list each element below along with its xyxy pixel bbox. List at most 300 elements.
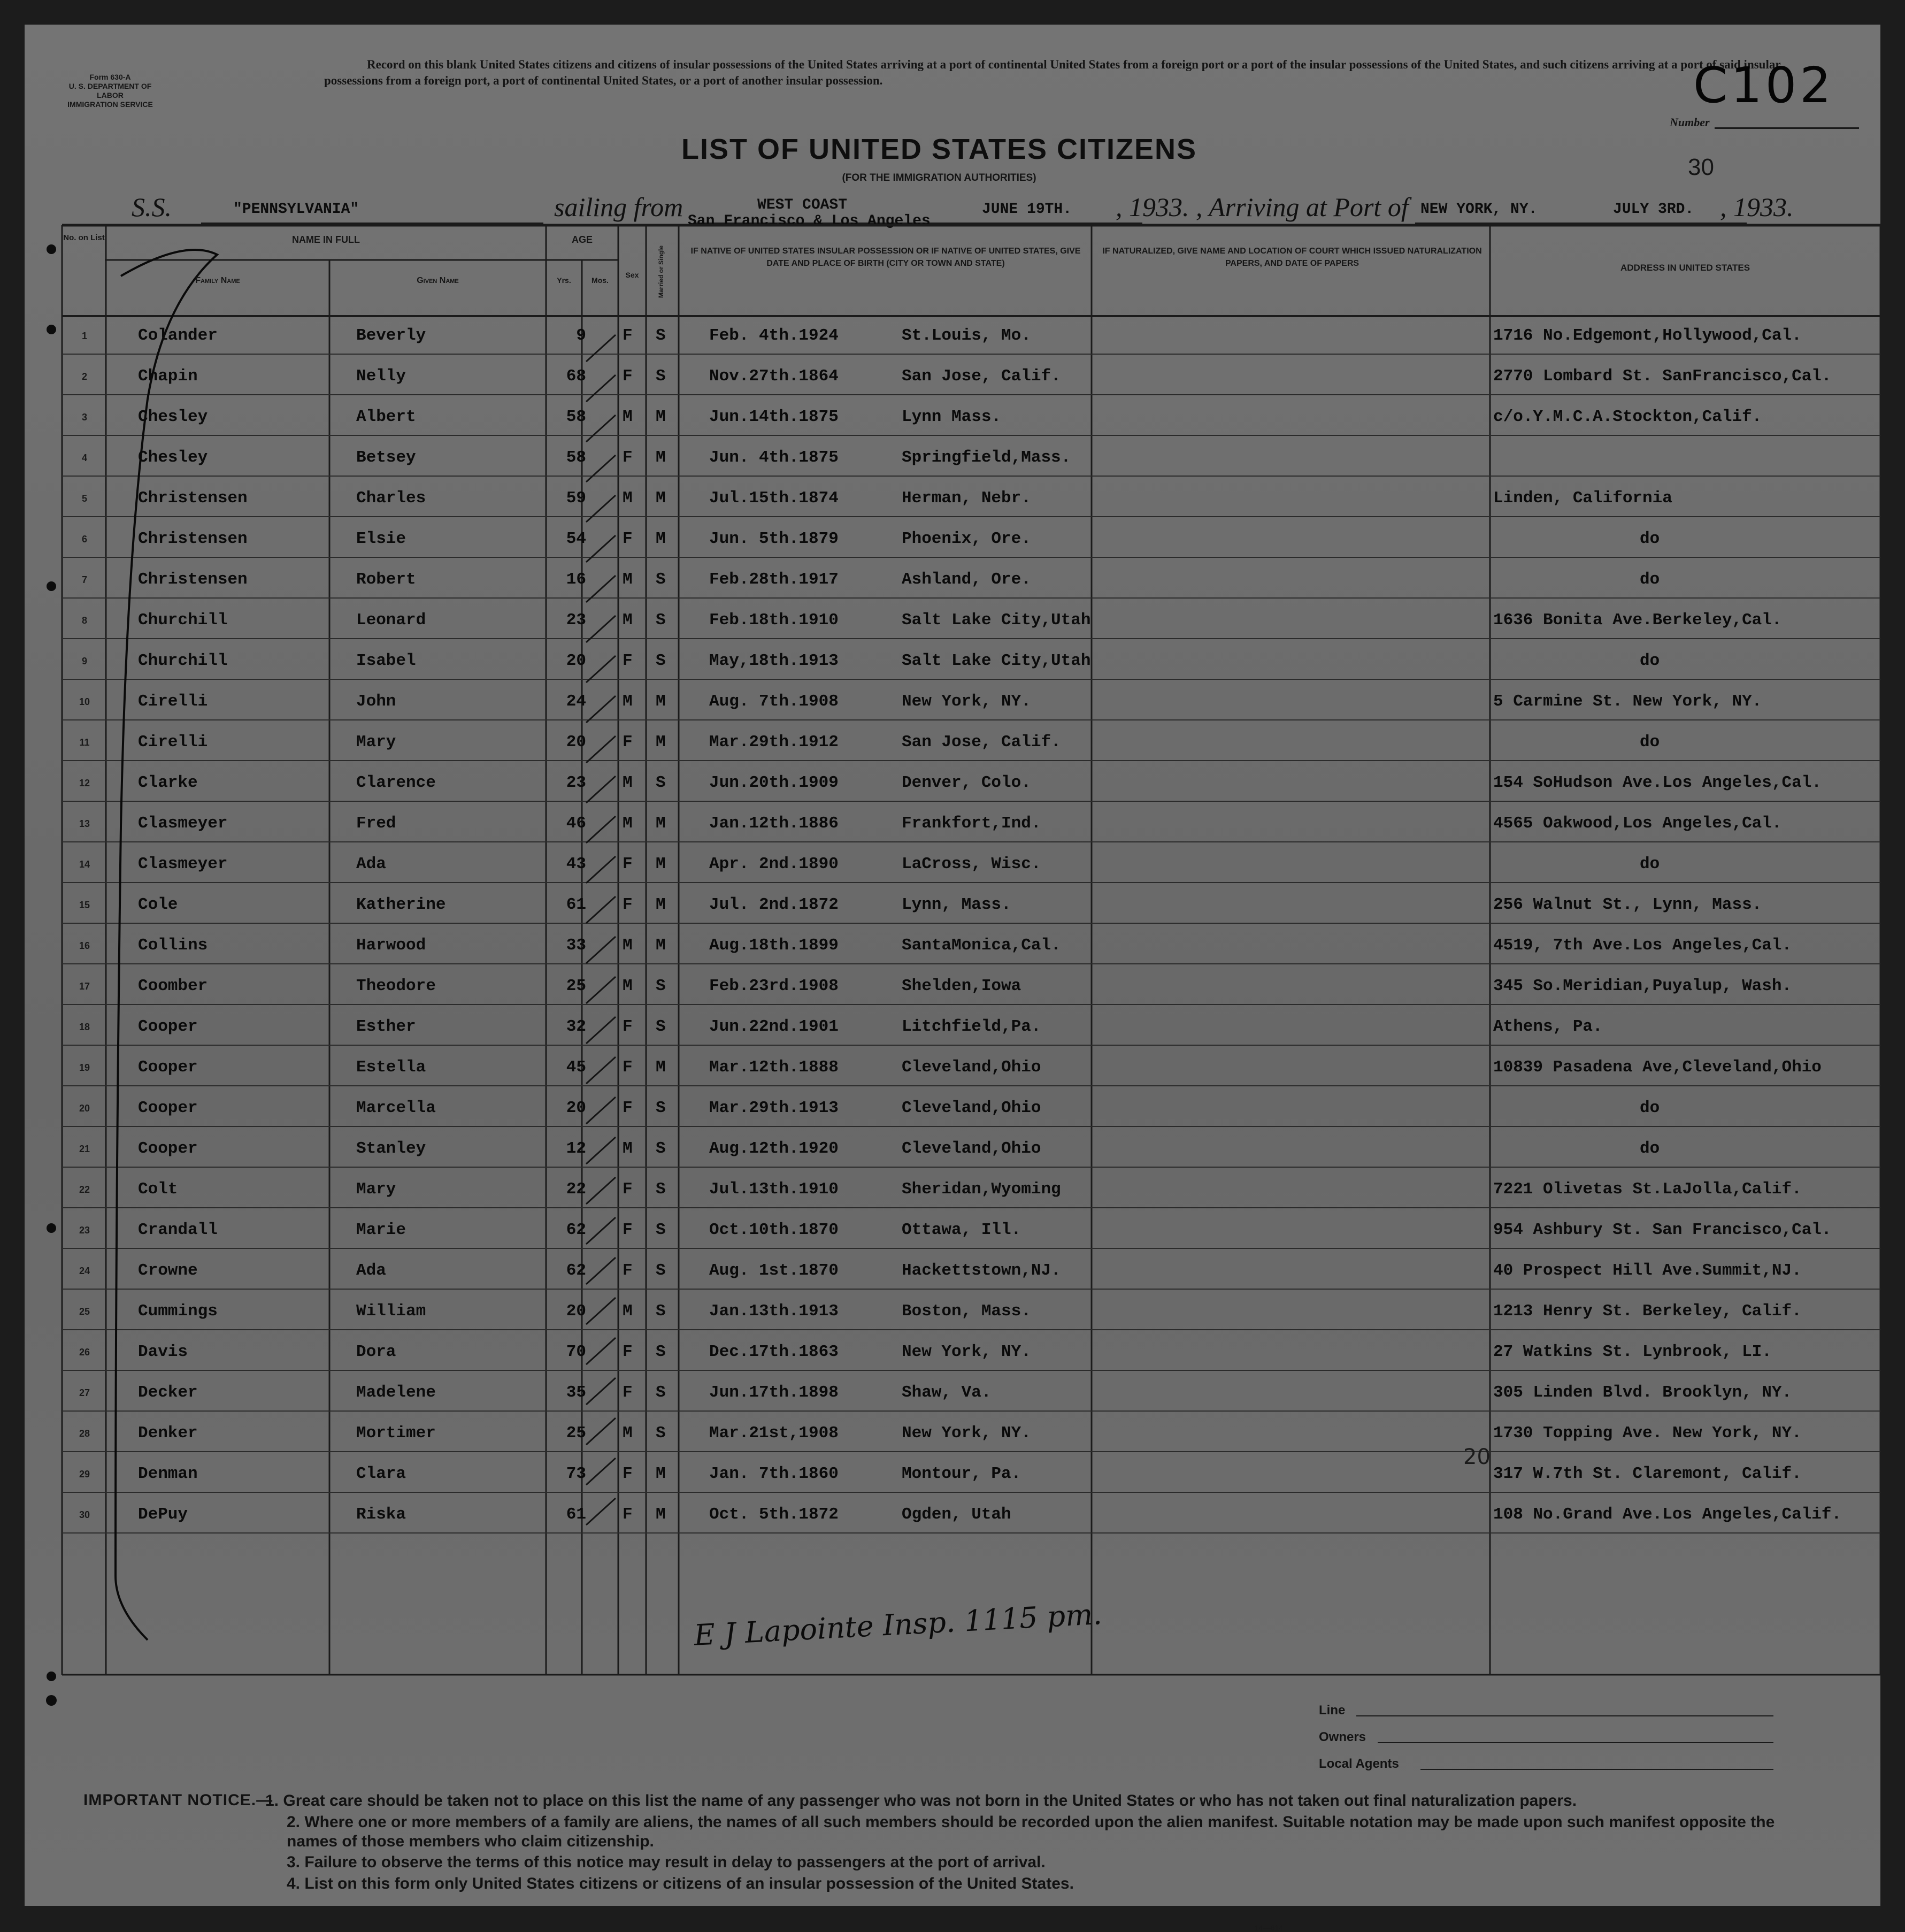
age-years: 61 bbox=[566, 1505, 586, 1524]
marital-status: S bbox=[656, 611, 666, 630]
given-name: Clarence bbox=[356, 773, 436, 792]
row-number: 11 bbox=[79, 737, 90, 748]
inspector-signature: E J Lapointe Insp. 1115 pm. bbox=[693, 1597, 1103, 1652]
address: 108 No.Grand Ave.Los Angeles,Calif. bbox=[1493, 1505, 1842, 1524]
col-header-age: AGE bbox=[571, 234, 593, 245]
sex: F bbox=[623, 1261, 633, 1280]
given-name: Leonard bbox=[356, 611, 426, 630]
marital-status: S bbox=[656, 1261, 666, 1280]
age-years: 24 bbox=[566, 692, 586, 711]
age-years: 25 bbox=[566, 977, 586, 995]
ship-name: "PENNSYLVANIA" bbox=[233, 201, 359, 218]
sex: F bbox=[623, 530, 633, 548]
marital-status: M bbox=[656, 895, 666, 914]
row-number: 5 bbox=[81, 493, 87, 504]
notice-title: IMPORTANT NOTICE.— bbox=[83, 1791, 273, 1809]
sheet-number: 30 bbox=[1688, 154, 1714, 180]
sex: M bbox=[623, 489, 633, 508]
marital-status: S bbox=[656, 1180, 666, 1199]
family-name: Chesley bbox=[138, 408, 208, 426]
page-title: LIST OF UNITED STATES CITIZENS bbox=[681, 133, 1197, 165]
sex: F bbox=[623, 326, 633, 345]
birth-date: Jun.22nd.1901 bbox=[709, 1017, 839, 1036]
row-number: 2 bbox=[81, 371, 87, 382]
col-header-address: ADDRESS IN UNITED STATES bbox=[1620, 263, 1750, 273]
notice-item-1: 1. Great care should be taken not to place on this list the name of any passenger who was not born in the United States or who has not taken out final naturalization papers. bbox=[265, 1792, 1577, 1810]
sex: F bbox=[623, 1017, 633, 1036]
marital-status: S bbox=[656, 1139, 666, 1158]
birth-place: St.Louis, Mo. bbox=[902, 326, 1031, 345]
birth-place: Boston, Mass. bbox=[902, 1302, 1031, 1321]
age-years: 62 bbox=[566, 1261, 586, 1280]
age-years: 58 bbox=[566, 448, 586, 467]
row-number: 29 bbox=[79, 1469, 90, 1479]
given-name: Harwood bbox=[356, 936, 426, 955]
family-name: Clasmeyer bbox=[138, 814, 228, 833]
family-name: Christensen bbox=[138, 489, 248, 508]
birth-place: LaCross, Wisc. bbox=[902, 855, 1041, 873]
sex: M bbox=[623, 936, 633, 955]
age-years: 9 bbox=[576, 326, 586, 345]
marital-status: S bbox=[656, 977, 666, 995]
row-number: 9 bbox=[81, 656, 87, 666]
sex: F bbox=[623, 1099, 633, 1117]
address: 2770 Lombard St. SanFrancisco,Cal. bbox=[1493, 367, 1832, 386]
address: 10839 Pasadena Ave,Cleveland,Ohio bbox=[1493, 1058, 1822, 1077]
sex: M bbox=[623, 1302, 633, 1321]
instructions-text: Record on this blank United States citizens and citizens of insular possessions of the United States arriving at a port of continental United States from a foreign port or a port of the insular possessions of the United States, and such citizens arriving at a port of said insular possessions from a foreign port, a port of continental United States, or a port of another insular possession. bbox=[324, 58, 1781, 87]
age-years: 20 bbox=[566, 1302, 586, 1321]
age-years: 54 bbox=[566, 530, 586, 548]
row-number: 24 bbox=[79, 1266, 90, 1276]
birth-place: Sheridan,Wyoming bbox=[902, 1180, 1061, 1199]
birth-place: Ashland, Ore. bbox=[902, 570, 1031, 589]
line-label: Line bbox=[1319, 1703, 1346, 1718]
marital-status: S bbox=[656, 1099, 666, 1117]
address: 5 Carmine St. New York, NY. bbox=[1493, 692, 1762, 711]
address: 305 Linden Blvd. Brooklyn, NY. bbox=[1493, 1383, 1792, 1402]
age-years: 58 bbox=[566, 408, 586, 426]
age-years: 43 bbox=[566, 855, 586, 873]
address: 4565 Oakwood,Los Angeles,Cal. bbox=[1493, 814, 1782, 833]
family-name: Clasmeyer bbox=[138, 855, 228, 873]
age-years: 23 bbox=[566, 773, 586, 792]
given-name: Isabel bbox=[356, 651, 416, 670]
sail-date: JUNE 19TH. bbox=[982, 201, 1072, 218]
col-header-married: Married or Single bbox=[657, 245, 665, 298]
address: 1716 No.Edgemont,Hollywood,Cal. bbox=[1493, 326, 1802, 345]
age-years: 20 bbox=[566, 651, 586, 670]
col-header-given: Given Name bbox=[417, 276, 459, 285]
family-name: Cooper bbox=[138, 1099, 198, 1117]
birth-place: New York, NY. bbox=[902, 692, 1031, 711]
number-label: Number bbox=[1670, 116, 1710, 129]
birth-date: Jun. 5th.1879 bbox=[709, 530, 839, 548]
family-name: Colander bbox=[138, 326, 218, 345]
given-name: Katherine bbox=[356, 895, 446, 914]
birth-place: San Jose, Calif. bbox=[902, 733, 1061, 752]
row-number: 30 bbox=[79, 1509, 90, 1520]
marital-status: S bbox=[656, 1221, 666, 1239]
sex: M bbox=[623, 1139, 633, 1158]
address: do bbox=[1640, 855, 1660, 873]
family-name: DePuy bbox=[138, 1505, 188, 1524]
given-name: Mortimer bbox=[356, 1424, 436, 1443]
row-number: 22 bbox=[79, 1184, 90, 1195]
sex: F bbox=[623, 367, 633, 386]
marital-status: S bbox=[656, 367, 666, 386]
age-years: 23 bbox=[566, 611, 586, 630]
marital-status: S bbox=[656, 1424, 666, 1443]
birth-place: San Jose, Calif. bbox=[902, 367, 1061, 386]
given-name: Theodore bbox=[356, 977, 436, 995]
print-code: 14—614 bbox=[1255, 1923, 1283, 1932]
owners-label: Owners bbox=[1319, 1730, 1366, 1744]
address: do bbox=[1640, 570, 1660, 589]
row-number: 12 bbox=[79, 778, 90, 788]
family-name: Churchill bbox=[138, 651, 228, 670]
age-years: 73 bbox=[566, 1465, 586, 1483]
service-label: IMMIGRATION SERVICE bbox=[67, 100, 153, 109]
marital-status: S bbox=[656, 651, 666, 670]
sex: F bbox=[623, 1221, 633, 1239]
address: do bbox=[1640, 530, 1660, 548]
from-line2: San Francisco & Los Angeles bbox=[688, 213, 931, 229]
address: 1636 Bonita Ave.Berkeley,Cal. bbox=[1493, 611, 1782, 630]
sex: M bbox=[623, 814, 633, 833]
row-number: 19 bbox=[79, 1062, 90, 1073]
local-agents-label: Local Agents bbox=[1319, 1757, 1399, 1771]
birth-date: Aug. 1st.1870 bbox=[709, 1261, 839, 1280]
birth-date: Feb.28th.1917 bbox=[709, 570, 839, 589]
birth-date: Jun.17th.1898 bbox=[709, 1383, 839, 1402]
birth-place: Denver, Colo. bbox=[902, 773, 1031, 792]
sex: M bbox=[623, 1424, 633, 1443]
col-header-family: Family Name bbox=[195, 276, 240, 285]
address: do bbox=[1640, 1099, 1660, 1117]
given-name: Beverly bbox=[356, 326, 426, 345]
marital-status: S bbox=[656, 1343, 666, 1361]
margin-annotation: 20 bbox=[1463, 1445, 1491, 1469]
sex: F bbox=[623, 651, 633, 670]
age-years: 12 bbox=[566, 1139, 586, 1158]
marital-status: S bbox=[656, 1302, 666, 1321]
family-name: Christensen bbox=[138, 570, 248, 589]
address: 256 Walnut St., Lynn, Mass. bbox=[1493, 895, 1762, 914]
family-name: Cooper bbox=[138, 1058, 198, 1077]
birth-place: Lynn Mass. bbox=[902, 408, 1002, 426]
given-name: Esther bbox=[356, 1017, 416, 1036]
age-years: 46 bbox=[566, 814, 586, 833]
family-name: Denman bbox=[138, 1465, 198, 1483]
birth-date: Mar.12th.1888 bbox=[709, 1058, 839, 1077]
row-number: 25 bbox=[79, 1306, 90, 1317]
address: do bbox=[1640, 651, 1660, 670]
given-name: Charles bbox=[356, 489, 426, 508]
birth-date: Jun.14th.1875 bbox=[709, 408, 839, 426]
family-name: Denker bbox=[138, 1424, 198, 1443]
birth-date: Aug. 7th.1908 bbox=[709, 692, 839, 711]
marital-status: S bbox=[656, 1383, 666, 1402]
given-name: Marcella bbox=[356, 1099, 436, 1117]
marital-status: M bbox=[656, 1058, 666, 1077]
sex: F bbox=[623, 855, 633, 873]
birth-place: Herman, Nebr. bbox=[902, 489, 1031, 508]
family-name: Chapin bbox=[138, 367, 198, 386]
family-name: Colt bbox=[138, 1180, 178, 1199]
marital-status: M bbox=[656, 448, 666, 467]
birth-place: Ottawa, Ill. bbox=[902, 1221, 1021, 1239]
notice-item-2: 2. Where one or more members of a family are aliens, the names of all such members should be recorded upon the alien manifest. Suitable notation may be made upon such manifest opposite the names of those members who claim citizenship. bbox=[287, 1813, 1775, 1850]
birth-place: Cleveland,Ohio bbox=[902, 1058, 1041, 1077]
birth-place: Springfield,Mass. bbox=[902, 448, 1071, 467]
given-name: Clara bbox=[356, 1465, 406, 1483]
row-number: 28 bbox=[79, 1428, 90, 1439]
birth-date: Apr. 2nd.1890 bbox=[709, 855, 839, 873]
marital-status: S bbox=[656, 773, 666, 792]
given-name: Ada bbox=[356, 855, 386, 873]
given-name: Riska bbox=[356, 1505, 406, 1524]
birth-date: Oct.10th.1870 bbox=[709, 1221, 839, 1239]
arriving-label: , Arriving at Port of bbox=[1196, 192, 1409, 222]
birth-date: Jul. 2nd.1872 bbox=[709, 895, 839, 914]
address: do bbox=[1640, 1139, 1660, 1158]
row-number: 20 bbox=[79, 1103, 90, 1114]
given-name: Betsey bbox=[356, 448, 416, 467]
birth-place: Phoenix, Ore. bbox=[902, 530, 1031, 548]
address: 317 W.7th St. Claremont, Calif. bbox=[1493, 1465, 1802, 1483]
birth-date: Feb. 4th.1924 bbox=[709, 326, 839, 345]
birth-place: Salt Lake City,Utah bbox=[902, 611, 1091, 630]
sex: F bbox=[623, 895, 633, 914]
birth-date: Jan.12th.1886 bbox=[709, 814, 839, 833]
given-name: Dora bbox=[356, 1343, 396, 1361]
row-number: 16 bbox=[79, 940, 90, 951]
birth-date: Feb.18th.1910 bbox=[709, 611, 839, 630]
row-number: 14 bbox=[79, 859, 90, 870]
arrival-port: NEW YORK, NY. bbox=[1420, 201, 1538, 218]
family-name: Cummings bbox=[138, 1302, 218, 1321]
address: 1730 Topping Ave. New York, NY. bbox=[1493, 1424, 1802, 1443]
notice-item-4: 4. List on this form only United States citizens or citizens of an insular possession of the United States. bbox=[287, 1875, 1074, 1892]
row-number: 1 bbox=[81, 331, 87, 341]
family-name: Clarke bbox=[138, 773, 198, 792]
birth-date: Oct. 5th.1872 bbox=[709, 1505, 839, 1524]
birth-place: New York, NY. bbox=[902, 1343, 1031, 1361]
birth-date: Jun. 4th.1875 bbox=[709, 448, 839, 467]
marital-status: S bbox=[656, 1017, 666, 1036]
family-name: Churchill bbox=[138, 611, 228, 630]
row-number: 17 bbox=[79, 981, 90, 992]
birth-date: May,18th.1913 bbox=[709, 651, 839, 670]
marital-status: S bbox=[656, 570, 666, 589]
age-years: 59 bbox=[566, 489, 586, 508]
age-years: 68 bbox=[566, 367, 586, 386]
marital-status: S bbox=[656, 326, 666, 345]
birth-place: Montour, Pa. bbox=[902, 1465, 1021, 1483]
age-years: 22 bbox=[566, 1180, 586, 1199]
row-number: 13 bbox=[79, 818, 90, 829]
sex: F bbox=[623, 1505, 633, 1524]
ss-label: S.S. bbox=[132, 192, 172, 222]
given-name: Estella bbox=[356, 1058, 426, 1077]
col-header-birth: IF NATIVE OF UNITED STATES INSULAR POSSESSION OR IF NATIVE OF UNITED STATES, GIVE DATE AND PLACE OF BIRTH (CITY OR TOWN AND STATE) bbox=[690, 247, 1081, 268]
row-number: 6 bbox=[81, 534, 87, 545]
sex: F bbox=[623, 1343, 633, 1361]
footer-rules bbox=[1356, 1716, 1773, 1769]
age-years: 20 bbox=[566, 1099, 586, 1117]
family-name: Cirelli bbox=[138, 733, 208, 752]
age-years: 45 bbox=[566, 1058, 586, 1077]
marital-status: M bbox=[656, 489, 666, 508]
col-header-sex: Sex bbox=[625, 271, 639, 279]
family-name: Collins bbox=[138, 936, 208, 955]
manifest-sheet bbox=[25, 25, 1880, 1932]
row-number: 3 bbox=[81, 412, 87, 423]
birth-place: Shaw, Va. bbox=[902, 1383, 992, 1402]
age-years: 33 bbox=[566, 936, 586, 955]
marital-status: M bbox=[656, 1465, 666, 1483]
document-number: C102 bbox=[1693, 57, 1834, 114]
col-header-yrs: Yrs. bbox=[557, 276, 571, 285]
family-name: Christensen bbox=[138, 530, 248, 548]
row-number: 26 bbox=[79, 1347, 90, 1358]
address: 1213 Henry St. Berkeley, Calif. bbox=[1493, 1302, 1802, 1321]
birth-place: Shelden,Iowa bbox=[902, 977, 1021, 995]
address: Linden, California bbox=[1493, 489, 1672, 508]
age-tick-marks bbox=[586, 335, 616, 1525]
sex: F bbox=[623, 1465, 633, 1483]
family-name: Cooper bbox=[138, 1139, 198, 1158]
row-number: 21 bbox=[79, 1144, 90, 1154]
marital-status: M bbox=[656, 855, 666, 873]
address: 7221 Olivetas St.LaJolla,Calif. bbox=[1493, 1180, 1802, 1199]
birth-date: Jan. 7th.1860 bbox=[709, 1465, 839, 1483]
address: do bbox=[1640, 733, 1660, 752]
col-header-no: No. on List bbox=[63, 233, 105, 242]
birth-place: Frankfort,Ind. bbox=[902, 814, 1041, 833]
marital-status: M bbox=[656, 936, 666, 955]
birth-place: Cleveland,Ohio bbox=[902, 1099, 1041, 1117]
given-name: Madelene bbox=[356, 1383, 436, 1402]
marital-status: M bbox=[656, 408, 666, 426]
marital-status: M bbox=[656, 733, 666, 752]
form-id-label: Form 630-A bbox=[89, 73, 131, 81]
birth-date: Aug.12th.1920 bbox=[709, 1139, 839, 1158]
address: 27 Watkins St. Lynbrook, LI. bbox=[1493, 1343, 1772, 1361]
marital-status: M bbox=[656, 692, 666, 711]
address: 4519, 7th Ave.Los Angeles,Cal. bbox=[1493, 936, 1792, 955]
birth-date: Mar.29th.1912 bbox=[709, 733, 839, 752]
birth-date: Mar.29th.1913 bbox=[709, 1099, 839, 1117]
sex: M bbox=[623, 773, 633, 792]
given-name: Mary bbox=[356, 1180, 396, 1199]
family-name: Coomber bbox=[138, 977, 208, 995]
page-subtitle: (FOR THE IMMIGRATION AUTHORITIES) bbox=[842, 172, 1036, 183]
age-years: 16 bbox=[566, 570, 586, 589]
row-number: 27 bbox=[79, 1387, 90, 1398]
birth-date: Jan.13th.1913 bbox=[709, 1302, 839, 1321]
birth-date: Mar.21st,1908 bbox=[709, 1424, 839, 1443]
birth-place: Ogden, Utah bbox=[902, 1505, 1011, 1524]
family-name: Davis bbox=[138, 1343, 188, 1361]
family-name: Chesley bbox=[138, 448, 208, 467]
sex: M bbox=[623, 692, 633, 711]
arrival-date: JULY 3RD. bbox=[1613, 201, 1694, 218]
address: 954 Ashbury St. San Francisco,Cal. bbox=[1493, 1221, 1832, 1239]
given-name: Elsie bbox=[356, 530, 406, 548]
given-name: Robert bbox=[356, 570, 416, 589]
age-years: 25 bbox=[566, 1424, 586, 1443]
sex: M bbox=[623, 977, 633, 995]
given-name: Mary bbox=[356, 733, 396, 752]
address: 345 So.Meridian,Puyalup, Wash. bbox=[1493, 977, 1792, 995]
sex: F bbox=[623, 1180, 633, 1199]
given-name: Albert bbox=[356, 408, 416, 426]
col-header-mos: Mos. bbox=[592, 276, 609, 285]
address: 154 SoHudson Ave.Los Angeles,Cal. bbox=[1493, 773, 1822, 792]
birth-place: Lynn, Mass. bbox=[902, 895, 1011, 914]
family-name: Crowne bbox=[138, 1261, 198, 1280]
birth-place: Salt Lake City,Utah bbox=[902, 651, 1091, 670]
given-name: Ada bbox=[356, 1261, 386, 1280]
marital-status: M bbox=[656, 1505, 666, 1524]
col-header-name-in-full: NAME IN FULL bbox=[292, 234, 360, 245]
address: 40 Prospect Hill Ave.Summit,NJ. bbox=[1493, 1261, 1802, 1280]
marital-status: M bbox=[656, 530, 666, 548]
birth-date: Jul.13th.1910 bbox=[709, 1180, 839, 1199]
row-number: 4 bbox=[81, 453, 87, 463]
birth-date: Nov.27th.1864 bbox=[709, 367, 839, 386]
given-name: William bbox=[356, 1302, 426, 1321]
arrival-year: , 1933. bbox=[1720, 192, 1794, 222]
address: c/o.Y.M.C.A.Stockton,Calif. bbox=[1493, 408, 1762, 426]
birth-place: SantaMonica,Cal. bbox=[902, 936, 1061, 955]
given-name: Marie bbox=[356, 1221, 406, 1239]
family-name: Cirelli bbox=[138, 692, 208, 711]
age-years: 70 bbox=[566, 1343, 586, 1361]
age-years: 32 bbox=[566, 1017, 586, 1036]
age-years: 61 bbox=[566, 895, 586, 914]
given-name: Stanley bbox=[356, 1139, 426, 1158]
given-name: Nelly bbox=[356, 367, 406, 386]
age-years: 35 bbox=[566, 1383, 586, 1402]
sailing-label: sailing from bbox=[554, 192, 683, 222]
birth-place: New York, NY. bbox=[902, 1424, 1031, 1443]
birth-date: Dec.17th.1863 bbox=[709, 1343, 839, 1361]
given-name: John bbox=[356, 692, 396, 711]
row-number: 18 bbox=[79, 1022, 90, 1032]
row-number: 15 bbox=[79, 900, 90, 910]
given-name: Fred bbox=[356, 814, 396, 833]
birth-place: Litchfield,Pa. bbox=[902, 1017, 1041, 1036]
birth-date: Jun.20th.1909 bbox=[709, 773, 839, 792]
sex: M bbox=[623, 408, 633, 426]
address: Athens, Pa. bbox=[1493, 1017, 1603, 1036]
sex: F bbox=[623, 1058, 633, 1077]
birth-date: Jul.15th.1874 bbox=[709, 489, 839, 508]
row-number: 7 bbox=[81, 574, 87, 585]
sex: F bbox=[623, 448, 633, 467]
row-number: 8 bbox=[81, 615, 87, 626]
department-label: U. S. DEPARTMENT OF LABOR bbox=[68, 82, 152, 99]
sex: F bbox=[623, 1383, 633, 1402]
row-number: 10 bbox=[79, 696, 90, 707]
birth-date: Feb.23rd.1908 bbox=[709, 977, 839, 995]
family-name: Decker bbox=[138, 1383, 198, 1402]
col-header-naturalized: IF NATURALIZED, GIVE NAME AND LOCATION OF COURT WHICH ISSUED NATURALIZATION PAPERS, AND DATE OF PAPERS bbox=[1102, 247, 1482, 268]
age-years: 62 bbox=[566, 1221, 586, 1239]
